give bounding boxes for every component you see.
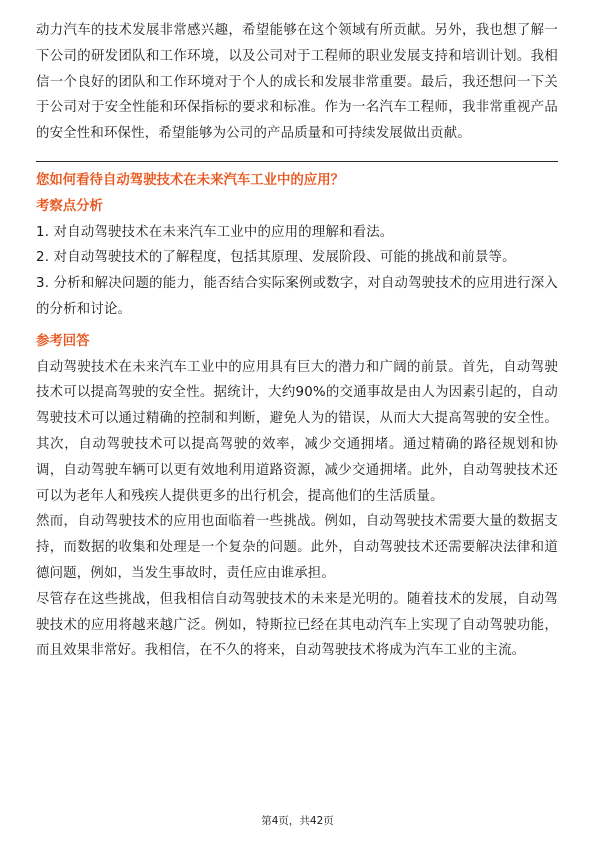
- answer-paragraph: 然而，自动驾驶技术的应用也面临着一些挑战。例如，自动驾驶技术需要大量的数据支持，而数据的收集和处理是一个复杂的问题。此外，自动驾驶技术还需要解决法律和道德问题，例如，当发生事故时，责任应由谁承担。: [36, 514, 558, 581]
- answer-title: 参考回答: [36, 333, 90, 349]
- analysis-title: 考察点分析: [36, 198, 103, 214]
- answer-paragraph: 尽管存在这些挑战，但我相信自动驾驶技术的未来是光明的。随着技术的发展，自动驾驶技术的应用将越来越广泛。例如，特斯拉已经在其电动汽车上实现了自动驾驶功能，而且效果非常好。我相信，在不久的将来，自动驾驶技术将成为汽车工业的主流。: [36, 591, 558, 659]
- page-content: [36, 18, 558, 664]
- analysis-point: 2. 对自动驾驶技术的了解程度，包括其原理、发展阶段、可能的挑战和前景等。: [36, 250, 516, 266]
- page-number-footer: 第4页，共42页: [261, 815, 334, 827]
- answer-paragraph: 自动驾驶技术在未来汽车工业中的应用具有巨大的潜力和广阔的前景。首先，自动驾驶技术可以提高驾驶的安全性。据统计，大约90%的交通事故是由人为因素引起的，自动驾驶技术可以通过精确的控制和判断，避免人为的错误，从而大大提高驾驶的安全性。其次，自动驾驶技术可以提高驾驶的效率，减少交通拥堵。通过精确的路径规划和协调，自动驾驶车辆可以更有效地利用道路资源，减少交通拥堵。此外，自动驾驶技术还可以为老年人和残疾人提供更多的出行机会，提高他们的生活质量。: [36, 359, 558, 504]
- analysis-point: 1. 对自动驾驶技术在未来汽车工业中的应用的理解和看法。: [36, 224, 394, 240]
- analysis-point: 3. 分析和解决问题的能力，能否结合实际案例或数字，对自动驾驶技术的应用进行深入的分析和讨论。: [36, 276, 558, 317]
- intro-paragraph: 动力汽车的技术发展非常感兴趣，希望能够在这个领域有所贡献。另外，我也想了解一下公司的研发团队和工作环境，以及公司对于工程师的职业发展支持和培训计划。我相信一个良好的团队和工作环境对于个人的成长和发展非常重要。最后，我还想问一下关于公司对于安全性能和环保指标的要求和标准。作为一名汽车工程师，我非常重视产品的安全性和环保性，希望能够为公司的产品质量和可持续发展做出贡献。: [36, 23, 558, 142]
- section-divider: [36, 161, 558, 162]
- question-heading: 您如何看待自动驾驶技术在未来汽车工业中的应用？: [36, 172, 344, 188]
